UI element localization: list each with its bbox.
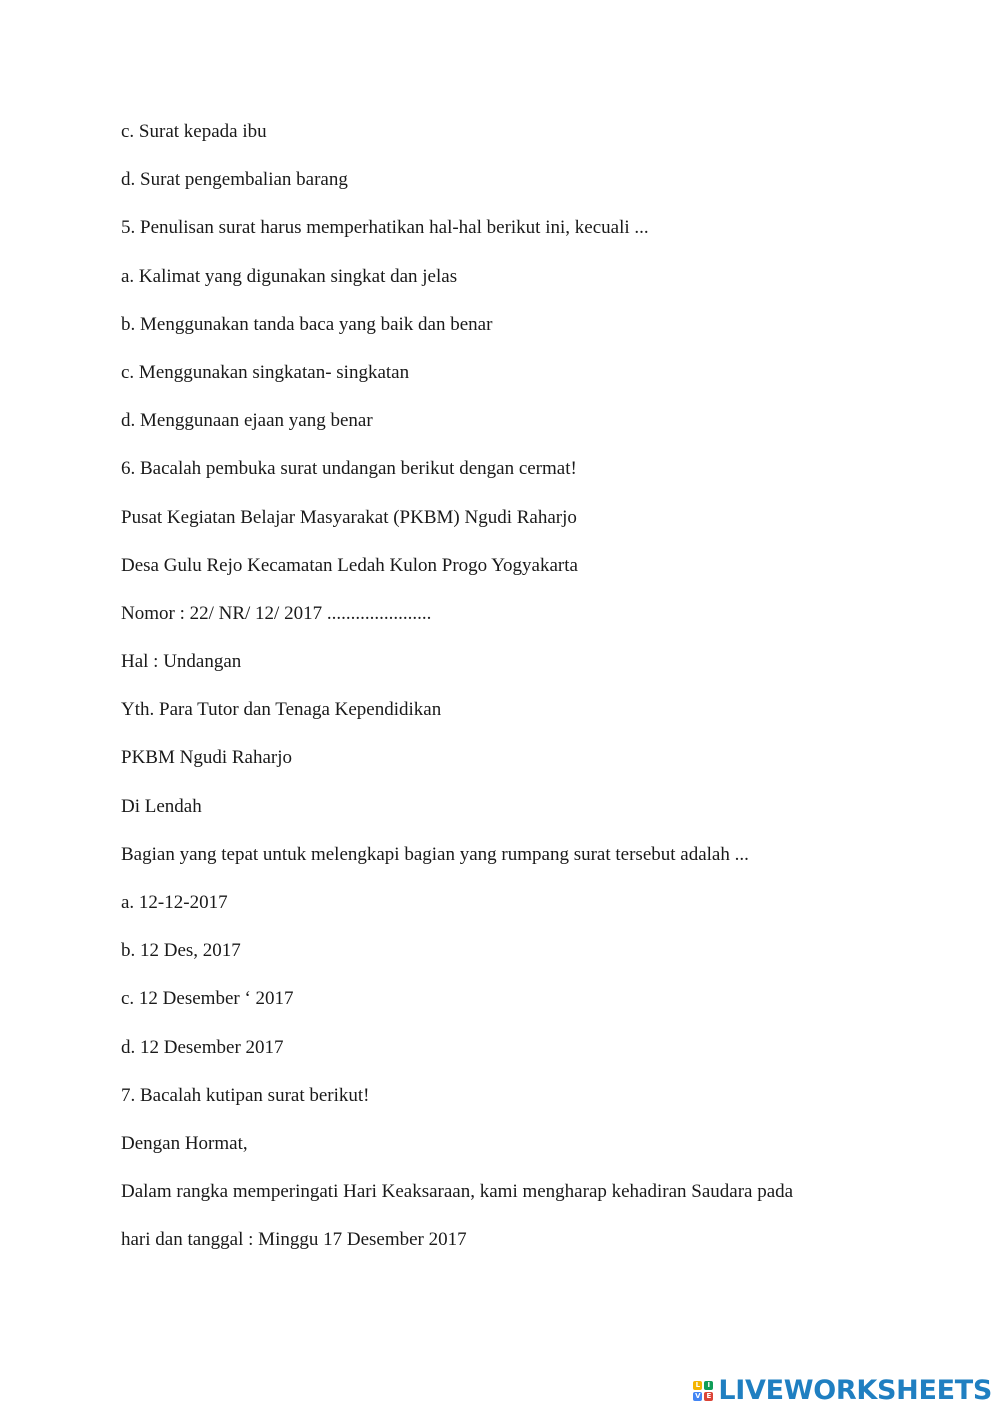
logo-cell-e: E [704,1392,713,1401]
logo-cell-v: V [695,1392,701,1400]
option-b: b. 12 Des, 2017 [121,940,241,962]
question-5: 5. Penulisan surat harus memperhatikan hal-hal berikut ini, kecuali ... [121,217,649,239]
text-line: c. Surat kepada ibu [121,121,267,142]
letter-number-line: Nomor : 22/ NR/ 12/ 2017 ...................... [121,602,432,624]
question-7: 7. Bacalah kutipan surat berikut! [121,1084,370,1106]
question-6: 6. Bacalah pembuka surat undangan berikut dengan cermat! [121,458,577,480]
logo-cell-i: I [704,1381,713,1390]
letter-greeting-line: Dengan Hormat, [121,1132,248,1154]
question-6-prompt: Bagian yang tepat untuk melengkapi bagian yang rumpang surat tersebut adalah ... [121,843,749,865]
option-a: a. 12-12-2017 [121,892,228,913]
letter-subject-line: Hal : Undangan [121,651,242,673]
text-line: d. Surat pengembalian barang [121,169,348,191]
letter-address-line: Desa Gulu Rejo Kecamatan Ledah Kulon Progo Yogyakarta [121,554,578,576]
liveworksheets-logo-text: LIVEWORKSHEETS [718,1375,992,1406]
letter-body-line: hari dan tanggal : Minggu 17 Desember 2017 [121,1229,467,1251]
letter-recipient-line: PKBM Ngudi Raharjo [121,747,292,769]
document-body [121,118,941,1275]
option-a: a. Kalimat yang digunakan singkat dan jelas [121,265,458,287]
letter-recipient-line: Yth. Para Tutor dan Tenaga Kependidikan [121,699,442,721]
liveworksheets-logo-icon [693,1381,713,1401]
logo-cell-l: L [693,1381,702,1390]
option-c: c. 12 Desember ‘ 2017 [121,988,294,1010]
option-c: c. Menggunakan singkatan- singkatan [121,361,410,383]
option-d: d. Menggunaan ejaan yang benar [121,410,373,432]
liveworksheets-watermark [693,1375,992,1407]
letter-recipient-line: Di Lendah [121,795,202,817]
option-b: b. Menggunakan tanda baca yang baik dan benar [121,313,493,335]
letter-header-line: Pusat Kegiatan Belajar Masyarakat (PKBM) Ngudi Raharjo [121,506,577,528]
letter-body-line: Dalam rangka memperingati Hari Keaksaraan, kami mengharap kehadiran Saudara pada [121,1181,794,1203]
option-d: d. 12 Desember 2017 [121,1036,284,1058]
